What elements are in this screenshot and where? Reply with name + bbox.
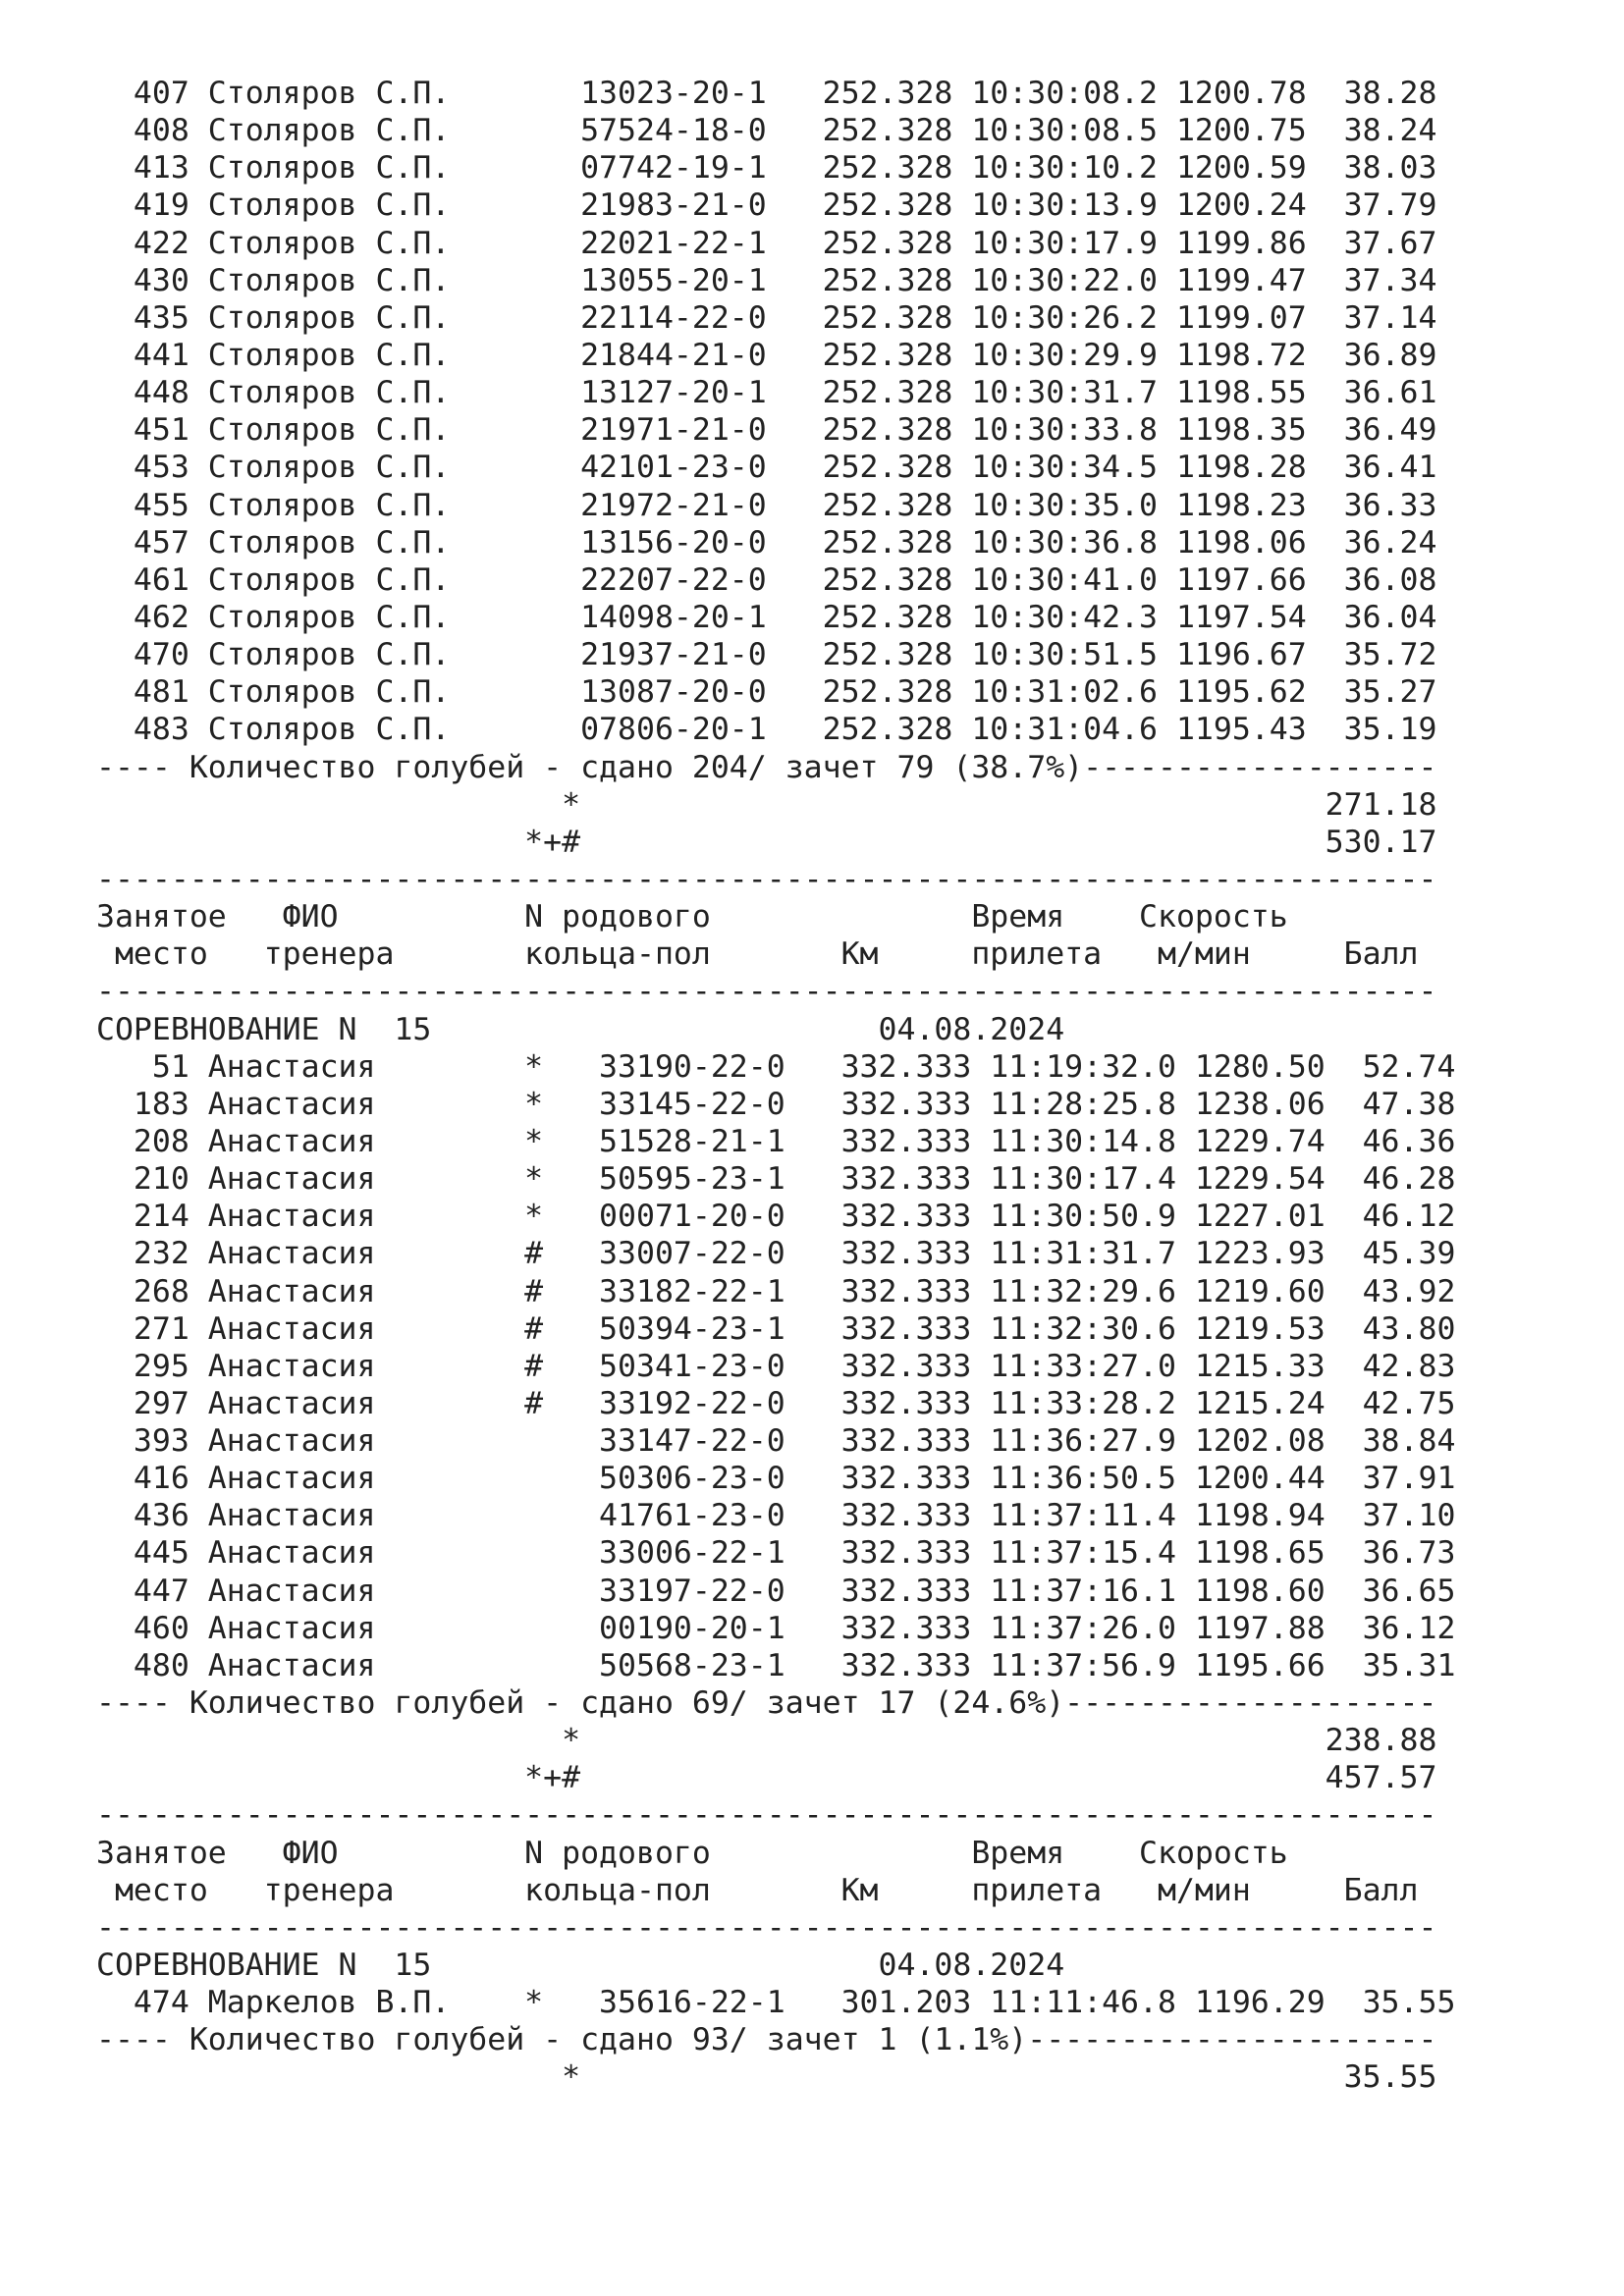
result-row: 435 Столяров С.П. 22114-22-0 252.328 10:30:26.2 1199.07 37.14 — [96, 299, 1437, 336]
result-row: 451 Столяров С.П. 21971-21-0 252.328 10:30:33.8 1198.35 36.49 — [96, 412, 1437, 449]
result-row: 413 Столяров С.П. 07742-19-1 252.328 10:30:10.2 1200.59 38.03 — [96, 150, 1437, 187]
total-star-plus-hash-line: *+# 457.57 — [96, 1760, 1437, 1796]
result-row: 407 Столяров С.П. 13023-20-1 252.328 10:30:08.2 1200.78 38.28 — [96, 76, 1437, 111]
result-row: 457 Столяров С.П. 13156-20-0 252.328 10:30:36.8 1198.06 36.24 — [96, 524, 1437, 561]
column-header-line-1: Занятое ФИО N родового Время Скорость — [96, 1835, 1288, 1871]
result-row: 460 Анастасия 00190-20-1 332.333 11:37:26.0 1197.88 36.12 — [96, 1610, 1456, 1646]
result-row: 214 Анастасия * 00071-20-0 332.333 11:30:50.9 1227.01 46.12 — [96, 1199, 1456, 1235]
result-row: 453 Столяров С.П. 42101-23-0 252.328 10:30:34.5 1198.28 36.41 — [96, 450, 1437, 486]
result-row: 408 Столяров С.П. 57524-18-0 252.328 10:30:08.5 1200.75 38.24 — [96, 113, 1437, 149]
result-row: 462 Столяров С.П. 14098-20-1 252.328 10:30:42.3 1197.54 36.04 — [96, 599, 1437, 635]
total-star-line: * 35.55 — [96, 2059, 1437, 2096]
separator-line: ------------------------------------------------------------------------ — [96, 974, 1437, 1010]
result-row: 416 Анастасия 50306-23-0 332.333 11:36:50.5 1200.44 37.91 — [96, 1461, 1456, 1497]
result-row: 470 Столяров С.П. 21937-21-0 252.328 10:30:51.5 1196.67 35.72 — [96, 637, 1437, 673]
result-row: 208 Анастасия * 51528-21-1 332.333 11:30:14.8 1229.74 46.36 — [96, 1123, 1456, 1159]
result-row: 271 Анастасия # 50394-23-1 332.333 11:32:30.6 1219.53 43.80 — [96, 1310, 1456, 1347]
separator-line: ------------------------------------------------------------------------ — [96, 861, 1437, 897]
column-header-line-1: Занятое ФИО N родового Время Скорость — [96, 899, 1288, 935]
result-row: 448 Столяров С.П. 13127-20-1 252.328 10:30:31.7 1198.55 36.61 — [96, 375, 1437, 411]
result-row: 474 Маркелов В.П. * 35616-22-1 301.203 11:11:46.8 1196.29 35.55 — [96, 1985, 1456, 2021]
result-row: 419 Столяров С.П. 21983-21-0 252.328 10:30:13.9 1200.24 37.79 — [96, 187, 1437, 224]
result-row: 295 Анастасия # 50341-23-0 332.333 11:33:27.0 1215.33 42.83 — [96, 1348, 1456, 1384]
result-row: 430 Столяров С.П. 13055-20-1 252.328 10:30:22.0 1199.47 37.34 — [96, 262, 1437, 298]
separator-line: ------------------------------------------------------------------------ — [96, 1797, 1437, 1834]
result-row: 481 Столяров С.П. 13087-20-0 252.328 10:31:02.6 1195.62 35.27 — [96, 674, 1437, 711]
result-row: 297 Анастасия # 33192-22-0 332.333 11:33:28.2 1215.24 42.75 — [96, 1385, 1456, 1421]
competition-heading: СОРЕВНОВАНИЕ N 15 04.08.2024 — [96, 1011, 1065, 1047]
result-row: 436 Анастасия 41761-23-0 332.333 11:37:11.4 1198.94 37.10 — [96, 1498, 1456, 1534]
summary-line: ---- Количество голубей - сдано 204/ зачет 79 (38.7%)------------------- — [96, 749, 1437, 785]
result-row: 461 Столяров С.П. 22207-22-0 252.328 10:30:41.0 1197.66 36.08 — [96, 561, 1437, 598]
result-row: 422 Столяров С.П. 22021-22-1 252.328 10:30:17.9 1199.86 37.67 — [96, 225, 1437, 261]
result-row: 480 Анастасия 50568-23-1 332.333 11:37:56.9 1195.66 35.31 — [96, 1647, 1456, 1683]
result-row: 268 Анастасия # 33182-22-1 332.333 11:32:29.6 1219.60 43.92 — [96, 1273, 1456, 1309]
result-row: 483 Столяров С.П. 07806-20-1 252.328 10:31:04.6 1195.43 35.19 — [96, 712, 1437, 748]
results-printout — [96, 75, 1530, 2097]
result-row: 393 Анастасия 33147-22-0 332.333 11:36:27.9 1202.08 38.84 — [96, 1423, 1456, 1460]
competition-heading: СОРЕВНОВАНИЕ N 15 04.08.2024 — [96, 1948, 1065, 1984]
result-row: 455 Столяров С.П. 21972-21-0 252.328 10:30:35.0 1198.23 36.33 — [96, 487, 1437, 523]
summary-line: ---- Количество голубей - сдано 93/ зачет 1 (1.1%)---------------------- — [96, 2022, 1437, 2058]
result-row: 183 Анастасия * 33145-22-0 332.333 11:28:25.8 1238.06 47.38 — [96, 1086, 1456, 1122]
column-header-line-2: место тренера кольца-пол Км прилета м/мин Балл — [96, 1872, 1419, 1908]
separator-line: ------------------------------------------------------------------------ — [96, 1909, 1437, 1946]
result-row: 51 Анастасия * 33190-22-0 332.333 11:19:32.0 1280.50 52.74 — [96, 1048, 1456, 1085]
column-header-line-2: место тренера кольца-пол Км прилета м/мин Балл — [96, 936, 1419, 973]
result-row: 210 Анастасия * 50595-23-1 332.333 11:30:17.4 1229.54 46.28 — [96, 1161, 1456, 1198]
summary-line: ---- Количество голубей - сдано 69/ зачет 17 (24.6%)-------------------- — [96, 1685, 1437, 1722]
total-star-line: * 271.18 — [96, 786, 1437, 823]
total-star-line: * 238.88 — [96, 1723, 1437, 1759]
result-row: 445 Анастасия 33006-22-1 332.333 11:37:15.4 1198.65 36.73 — [96, 1535, 1456, 1572]
result-row: 232 Анастасия # 33007-22-0 332.333 11:31:31.7 1223.93 45.39 — [96, 1236, 1456, 1272]
result-row: 447 Анастасия 33197-22-0 332.333 11:37:16.1 1198.60 36.65 — [96, 1573, 1456, 1609]
total-star-plus-hash-line: *+# 530.17 — [96, 824, 1437, 860]
result-row: 441 Столяров С.П. 21844-21-0 252.328 10:30:29.9 1198.72 36.89 — [96, 337, 1437, 373]
